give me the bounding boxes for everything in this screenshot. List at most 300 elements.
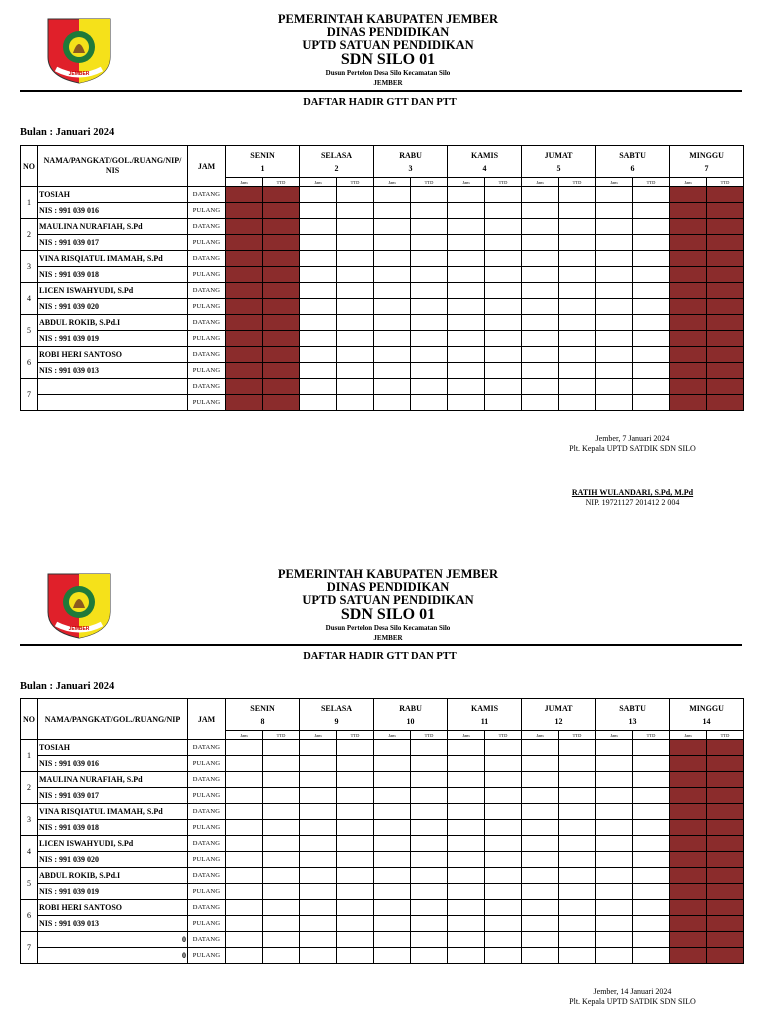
attendance-cell[interactable] bbox=[448, 788, 485, 804]
attendance-cell[interactable] bbox=[485, 395, 522, 411]
attendance-cell[interactable] bbox=[485, 299, 522, 315]
attendance-cell[interactable] bbox=[596, 379, 633, 395]
attendance-cell[interactable] bbox=[559, 315, 596, 331]
attendance-cell[interactable] bbox=[374, 187, 411, 203]
attendance-cell[interactable] bbox=[448, 331, 485, 347]
attendance-cell[interactable] bbox=[411, 219, 448, 235]
attendance-cell[interactable] bbox=[448, 203, 485, 219]
attendance-cell[interactable] bbox=[522, 740, 559, 756]
attendance-cell[interactable] bbox=[337, 379, 374, 395]
attendance-cell[interactable] bbox=[448, 395, 485, 411]
attendance-cell[interactable] bbox=[522, 772, 559, 788]
attendance-cell[interactable] bbox=[522, 363, 559, 379]
attendance-cell[interactable] bbox=[559, 251, 596, 267]
attendance-cell[interactable] bbox=[485, 187, 522, 203]
attendance-cell[interactable] bbox=[633, 299, 670, 315]
attendance-cell[interactable] bbox=[300, 187, 337, 203]
attendance-cell[interactable] bbox=[485, 203, 522, 219]
attendance-cell[interactable] bbox=[337, 868, 374, 884]
attendance-cell[interactable] bbox=[411, 315, 448, 331]
attendance-cell[interactable] bbox=[337, 756, 374, 772]
attendance-cell[interactable] bbox=[226, 948, 263, 964]
attendance-cell[interactable] bbox=[596, 788, 633, 804]
attendance-cell[interactable] bbox=[300, 852, 337, 868]
attendance-cell[interactable] bbox=[337, 836, 374, 852]
attendance-cell[interactable] bbox=[522, 836, 559, 852]
attendance-cell[interactable] bbox=[337, 900, 374, 916]
attendance-cell[interactable] bbox=[448, 267, 485, 283]
attendance-cell[interactable] bbox=[448, 932, 485, 948]
attendance-cell[interactable] bbox=[596, 283, 633, 299]
attendance-cell[interactable] bbox=[596, 740, 633, 756]
attendance-cell[interactable] bbox=[596, 203, 633, 219]
attendance-cell[interactable] bbox=[633, 820, 670, 836]
attendance-cell[interactable] bbox=[300, 347, 337, 363]
attendance-cell[interactable] bbox=[411, 836, 448, 852]
attendance-cell[interactable] bbox=[559, 756, 596, 772]
attendance-cell[interactable] bbox=[374, 868, 411, 884]
attendance-cell[interactable] bbox=[374, 379, 411, 395]
attendance-cell[interactable] bbox=[522, 948, 559, 964]
attendance-cell[interactable] bbox=[337, 932, 374, 948]
attendance-cell[interactable] bbox=[448, 836, 485, 852]
attendance-cell[interactable] bbox=[522, 395, 559, 411]
attendance-cell[interactable] bbox=[337, 347, 374, 363]
attendance-cell[interactable] bbox=[411, 948, 448, 964]
attendance-cell[interactable] bbox=[226, 820, 263, 836]
attendance-cell[interactable] bbox=[559, 187, 596, 203]
attendance-cell[interactable] bbox=[226, 804, 263, 820]
attendance-cell[interactable] bbox=[226, 900, 263, 916]
attendance-cell[interactable] bbox=[559, 203, 596, 219]
attendance-cell[interactable] bbox=[596, 932, 633, 948]
attendance-cell[interactable] bbox=[300, 363, 337, 379]
attendance-cell[interactable] bbox=[263, 916, 300, 932]
attendance-cell[interactable] bbox=[374, 804, 411, 820]
attendance-cell[interactable] bbox=[226, 916, 263, 932]
attendance-cell[interactable] bbox=[448, 299, 485, 315]
attendance-cell[interactable] bbox=[448, 219, 485, 235]
attendance-cell[interactable] bbox=[522, 219, 559, 235]
attendance-cell[interactable] bbox=[411, 267, 448, 283]
attendance-cell[interactable] bbox=[633, 804, 670, 820]
attendance-cell[interactable] bbox=[485, 836, 522, 852]
attendance-cell[interactable] bbox=[300, 788, 337, 804]
attendance-cell[interactable] bbox=[337, 299, 374, 315]
attendance-cell[interactable] bbox=[633, 884, 670, 900]
attendance-cell[interactable] bbox=[411, 235, 448, 251]
attendance-cell[interactable] bbox=[596, 756, 633, 772]
attendance-cell[interactable] bbox=[633, 836, 670, 852]
attendance-cell[interactable] bbox=[448, 916, 485, 932]
attendance-cell[interactable] bbox=[559, 331, 596, 347]
attendance-cell[interactable] bbox=[300, 283, 337, 299]
attendance-cell[interactable] bbox=[633, 203, 670, 219]
attendance-cell[interactable] bbox=[485, 868, 522, 884]
attendance-cell[interactable] bbox=[559, 836, 596, 852]
attendance-cell[interactable] bbox=[300, 884, 337, 900]
attendance-cell[interactable] bbox=[448, 363, 485, 379]
attendance-cell[interactable] bbox=[374, 740, 411, 756]
attendance-cell[interactable] bbox=[559, 900, 596, 916]
attendance-cell[interactable] bbox=[485, 251, 522, 267]
attendance-cell[interactable] bbox=[337, 283, 374, 299]
attendance-cell[interactable] bbox=[559, 804, 596, 820]
attendance-cell[interactable] bbox=[596, 235, 633, 251]
attendance-cell[interactable] bbox=[485, 932, 522, 948]
attendance-cell[interactable] bbox=[485, 788, 522, 804]
attendance-cell[interactable] bbox=[522, 884, 559, 900]
attendance-cell[interactable] bbox=[448, 347, 485, 363]
attendance-cell[interactable] bbox=[633, 932, 670, 948]
attendance-cell[interactable] bbox=[522, 315, 559, 331]
attendance-cell[interactable] bbox=[411, 203, 448, 219]
attendance-cell[interactable] bbox=[485, 219, 522, 235]
attendance-cell[interactable] bbox=[337, 219, 374, 235]
attendance-cell[interactable] bbox=[411, 395, 448, 411]
attendance-cell[interactable] bbox=[485, 283, 522, 299]
attendance-cell[interactable] bbox=[300, 772, 337, 788]
attendance-cell[interactable] bbox=[633, 852, 670, 868]
attendance-cell[interactable] bbox=[263, 932, 300, 948]
attendance-cell[interactable] bbox=[226, 852, 263, 868]
attendance-cell[interactable] bbox=[633, 315, 670, 331]
attendance-cell[interactable] bbox=[485, 379, 522, 395]
attendance-cell[interactable] bbox=[411, 756, 448, 772]
attendance-cell[interactable] bbox=[337, 804, 374, 820]
attendance-cell[interactable] bbox=[374, 219, 411, 235]
attendance-cell[interactable] bbox=[596, 187, 633, 203]
attendance-cell[interactable] bbox=[559, 283, 596, 299]
attendance-cell[interactable] bbox=[522, 916, 559, 932]
attendance-cell[interactable] bbox=[559, 379, 596, 395]
attendance-cell[interactable] bbox=[596, 900, 633, 916]
attendance-cell[interactable] bbox=[374, 331, 411, 347]
attendance-cell[interactable] bbox=[374, 203, 411, 219]
attendance-cell[interactable] bbox=[300, 916, 337, 932]
attendance-cell[interactable] bbox=[337, 948, 374, 964]
attendance-cell[interactable] bbox=[300, 740, 337, 756]
attendance-cell[interactable] bbox=[448, 884, 485, 900]
attendance-cell[interactable] bbox=[448, 283, 485, 299]
attendance-cell[interactable] bbox=[374, 788, 411, 804]
attendance-cell[interactable] bbox=[448, 315, 485, 331]
attendance-cell[interactable] bbox=[559, 395, 596, 411]
attendance-cell[interactable] bbox=[559, 852, 596, 868]
attendance-cell[interactable] bbox=[522, 187, 559, 203]
attendance-cell[interactable] bbox=[596, 219, 633, 235]
attendance-cell[interactable] bbox=[300, 267, 337, 283]
attendance-cell[interactable] bbox=[263, 884, 300, 900]
attendance-cell[interactable] bbox=[633, 267, 670, 283]
attendance-cell[interactable] bbox=[485, 347, 522, 363]
attendance-cell[interactable] bbox=[448, 948, 485, 964]
attendance-cell[interactable] bbox=[485, 772, 522, 788]
attendance-cell[interactable] bbox=[337, 251, 374, 267]
attendance-cell[interactable] bbox=[300, 379, 337, 395]
attendance-cell[interactable] bbox=[522, 379, 559, 395]
attendance-cell[interactable] bbox=[374, 916, 411, 932]
attendance-cell[interactable] bbox=[559, 916, 596, 932]
attendance-cell[interactable] bbox=[226, 756, 263, 772]
attendance-cell[interactable] bbox=[411, 804, 448, 820]
attendance-cell[interactable] bbox=[633, 948, 670, 964]
attendance-cell[interactable] bbox=[559, 868, 596, 884]
attendance-cell[interactable] bbox=[559, 363, 596, 379]
attendance-cell[interactable] bbox=[300, 804, 337, 820]
attendance-cell[interactable] bbox=[596, 363, 633, 379]
attendance-cell[interactable] bbox=[596, 836, 633, 852]
attendance-cell[interactable] bbox=[337, 187, 374, 203]
attendance-cell[interactable] bbox=[337, 772, 374, 788]
attendance-cell[interactable] bbox=[522, 267, 559, 283]
attendance-cell[interactable] bbox=[374, 267, 411, 283]
attendance-cell[interactable] bbox=[633, 235, 670, 251]
attendance-cell[interactable] bbox=[596, 916, 633, 932]
attendance-cell[interactable] bbox=[485, 740, 522, 756]
attendance-cell[interactable] bbox=[374, 756, 411, 772]
attendance-cell[interactable] bbox=[374, 235, 411, 251]
attendance-cell[interactable] bbox=[411, 740, 448, 756]
attendance-cell[interactable] bbox=[374, 363, 411, 379]
attendance-cell[interactable] bbox=[522, 756, 559, 772]
attendance-cell[interactable] bbox=[374, 900, 411, 916]
attendance-cell[interactable] bbox=[300, 315, 337, 331]
attendance-cell[interactable] bbox=[411, 363, 448, 379]
attendance-cell[interactable] bbox=[559, 932, 596, 948]
attendance-cell[interactable] bbox=[226, 932, 263, 948]
attendance-cell[interactable] bbox=[633, 868, 670, 884]
attendance-cell[interactable] bbox=[633, 756, 670, 772]
attendance-cell[interactable] bbox=[300, 235, 337, 251]
attendance-cell[interactable] bbox=[337, 331, 374, 347]
attendance-cell[interactable] bbox=[633, 772, 670, 788]
attendance-cell[interactable] bbox=[596, 267, 633, 283]
attendance-cell[interactable] bbox=[337, 315, 374, 331]
attendance-cell[interactable] bbox=[596, 395, 633, 411]
attendance-cell[interactable] bbox=[596, 347, 633, 363]
attendance-cell[interactable] bbox=[485, 267, 522, 283]
attendance-cell[interactable] bbox=[633, 347, 670, 363]
attendance-cell[interactable] bbox=[596, 804, 633, 820]
attendance-cell[interactable] bbox=[633, 900, 670, 916]
attendance-cell[interactable] bbox=[559, 219, 596, 235]
attendance-cell[interactable] bbox=[337, 395, 374, 411]
attendance-cell[interactable] bbox=[263, 900, 300, 916]
attendance-cell[interactable] bbox=[337, 235, 374, 251]
attendance-cell[interactable] bbox=[300, 932, 337, 948]
attendance-cell[interactable] bbox=[633, 187, 670, 203]
attendance-cell[interactable] bbox=[411, 251, 448, 267]
attendance-cell[interactable] bbox=[300, 868, 337, 884]
attendance-cell[interactable] bbox=[374, 932, 411, 948]
attendance-cell[interactable] bbox=[522, 820, 559, 836]
attendance-cell[interactable] bbox=[226, 740, 263, 756]
attendance-cell[interactable] bbox=[300, 836, 337, 852]
attendance-cell[interactable] bbox=[263, 948, 300, 964]
attendance-cell[interactable] bbox=[374, 395, 411, 411]
attendance-cell[interactable] bbox=[522, 852, 559, 868]
attendance-cell[interactable] bbox=[522, 932, 559, 948]
attendance-cell[interactable] bbox=[337, 740, 374, 756]
attendance-cell[interactable] bbox=[522, 203, 559, 219]
attendance-cell[interactable] bbox=[411, 299, 448, 315]
attendance-cell[interactable] bbox=[226, 772, 263, 788]
attendance-cell[interactable] bbox=[411, 932, 448, 948]
attendance-cell[interactable] bbox=[411, 788, 448, 804]
attendance-cell[interactable] bbox=[374, 852, 411, 868]
attendance-cell[interactable] bbox=[485, 315, 522, 331]
attendance-cell[interactable] bbox=[374, 347, 411, 363]
attendance-cell[interactable] bbox=[485, 916, 522, 932]
attendance-cell[interactable] bbox=[559, 948, 596, 964]
attendance-cell[interactable] bbox=[559, 347, 596, 363]
attendance-cell[interactable] bbox=[596, 299, 633, 315]
attendance-cell[interactable] bbox=[300, 251, 337, 267]
attendance-cell[interactable] bbox=[411, 347, 448, 363]
attendance-cell[interactable] bbox=[300, 820, 337, 836]
attendance-cell[interactable] bbox=[337, 820, 374, 836]
attendance-cell[interactable] bbox=[596, 772, 633, 788]
attendance-cell[interactable] bbox=[485, 852, 522, 868]
attendance-cell[interactable] bbox=[522, 299, 559, 315]
attendance-cell[interactable] bbox=[411, 187, 448, 203]
attendance-cell[interactable] bbox=[374, 283, 411, 299]
attendance-cell[interactable] bbox=[485, 363, 522, 379]
attendance-cell[interactable] bbox=[633, 395, 670, 411]
attendance-cell[interactable] bbox=[596, 852, 633, 868]
attendance-cell[interactable] bbox=[300, 203, 337, 219]
attendance-cell[interactable] bbox=[300, 900, 337, 916]
attendance-cell[interactable] bbox=[411, 820, 448, 836]
attendance-cell[interactable] bbox=[633, 740, 670, 756]
attendance-cell[interactable] bbox=[559, 820, 596, 836]
attendance-cell[interactable] bbox=[448, 187, 485, 203]
attendance-cell[interactable] bbox=[448, 740, 485, 756]
attendance-cell[interactable] bbox=[263, 740, 300, 756]
attendance-cell[interactable] bbox=[559, 267, 596, 283]
attendance-cell[interactable] bbox=[522, 788, 559, 804]
attendance-cell[interactable] bbox=[448, 852, 485, 868]
attendance-cell[interactable] bbox=[374, 772, 411, 788]
attendance-cell[interactable] bbox=[263, 756, 300, 772]
attendance-cell[interactable] bbox=[485, 884, 522, 900]
attendance-cell[interactable] bbox=[411, 916, 448, 932]
attendance-cell[interactable] bbox=[633, 219, 670, 235]
attendance-cell[interactable] bbox=[448, 900, 485, 916]
attendance-cell[interactable] bbox=[300, 395, 337, 411]
attendance-cell[interactable] bbox=[374, 315, 411, 331]
attendance-cell[interactable] bbox=[522, 235, 559, 251]
attendance-cell[interactable] bbox=[596, 315, 633, 331]
attendance-cell[interactable] bbox=[559, 235, 596, 251]
attendance-cell[interactable] bbox=[300, 219, 337, 235]
attendance-cell[interactable] bbox=[522, 331, 559, 347]
attendance-cell[interactable] bbox=[633, 379, 670, 395]
attendance-cell[interactable] bbox=[411, 900, 448, 916]
attendance-cell[interactable] bbox=[411, 331, 448, 347]
attendance-cell[interactable] bbox=[374, 884, 411, 900]
attendance-cell[interactable] bbox=[300, 948, 337, 964]
attendance-cell[interactable] bbox=[522, 347, 559, 363]
attendance-cell[interactable] bbox=[448, 820, 485, 836]
attendance-cell[interactable] bbox=[263, 804, 300, 820]
attendance-cell[interactable] bbox=[374, 836, 411, 852]
attendance-cell[interactable] bbox=[485, 820, 522, 836]
attendance-cell[interactable] bbox=[226, 788, 263, 804]
attendance-cell[interactable] bbox=[485, 804, 522, 820]
attendance-cell[interactable] bbox=[633, 251, 670, 267]
attendance-cell[interactable] bbox=[633, 331, 670, 347]
attendance-cell[interactable] bbox=[374, 299, 411, 315]
attendance-cell[interactable] bbox=[522, 251, 559, 267]
attendance-cell[interactable] bbox=[633, 363, 670, 379]
attendance-cell[interactable] bbox=[559, 740, 596, 756]
attendance-cell[interactable] bbox=[559, 884, 596, 900]
attendance-cell[interactable] bbox=[633, 916, 670, 932]
attendance-cell[interactable] bbox=[448, 772, 485, 788]
attendance-cell[interactable] bbox=[337, 788, 374, 804]
attendance-cell[interactable] bbox=[448, 235, 485, 251]
attendance-cell[interactable] bbox=[485, 756, 522, 772]
attendance-cell[interactable] bbox=[263, 772, 300, 788]
attendance-cell[interactable] bbox=[522, 868, 559, 884]
attendance-cell[interactable] bbox=[448, 756, 485, 772]
attendance-cell[interactable] bbox=[300, 299, 337, 315]
attendance-cell[interactable] bbox=[559, 772, 596, 788]
attendance-cell[interactable] bbox=[448, 804, 485, 820]
attendance-cell[interactable] bbox=[596, 820, 633, 836]
attendance-cell[interactable] bbox=[522, 900, 559, 916]
attendance-cell[interactable] bbox=[337, 363, 374, 379]
attendance-cell[interactable] bbox=[226, 884, 263, 900]
attendance-cell[interactable] bbox=[263, 788, 300, 804]
attendance-cell[interactable] bbox=[448, 868, 485, 884]
attendance-cell[interactable] bbox=[337, 267, 374, 283]
attendance-cell[interactable] bbox=[596, 331, 633, 347]
attendance-cell[interactable] bbox=[596, 948, 633, 964]
attendance-cell[interactable] bbox=[485, 948, 522, 964]
attendance-cell[interactable] bbox=[522, 804, 559, 820]
attendance-cell[interactable] bbox=[596, 884, 633, 900]
attendance-cell[interactable] bbox=[633, 788, 670, 804]
attendance-cell[interactable] bbox=[411, 868, 448, 884]
attendance-cell[interactable] bbox=[300, 756, 337, 772]
attendance-cell[interactable] bbox=[300, 331, 337, 347]
attendance-cell[interactable] bbox=[337, 884, 374, 900]
attendance-cell[interactable] bbox=[263, 852, 300, 868]
attendance-cell[interactable] bbox=[448, 251, 485, 267]
attendance-cell[interactable] bbox=[522, 283, 559, 299]
attendance-cell[interactable] bbox=[559, 299, 596, 315]
attendance-cell[interactable] bbox=[411, 852, 448, 868]
attendance-cell[interactable] bbox=[411, 283, 448, 299]
attendance-cell[interactable] bbox=[263, 836, 300, 852]
attendance-cell[interactable] bbox=[337, 203, 374, 219]
attendance-cell[interactable] bbox=[559, 788, 596, 804]
attendance-cell[interactable] bbox=[485, 235, 522, 251]
attendance-cell[interactable] bbox=[485, 331, 522, 347]
attendance-cell[interactable] bbox=[263, 868, 300, 884]
attendance-cell[interactable] bbox=[596, 868, 633, 884]
attendance-cell[interactable] bbox=[226, 868, 263, 884]
attendance-cell[interactable] bbox=[448, 379, 485, 395]
attendance-cell[interactable] bbox=[411, 884, 448, 900]
attendance-cell[interactable] bbox=[633, 283, 670, 299]
attendance-cell[interactable] bbox=[485, 900, 522, 916]
attendance-cell[interactable] bbox=[263, 820, 300, 836]
attendance-cell[interactable] bbox=[374, 820, 411, 836]
